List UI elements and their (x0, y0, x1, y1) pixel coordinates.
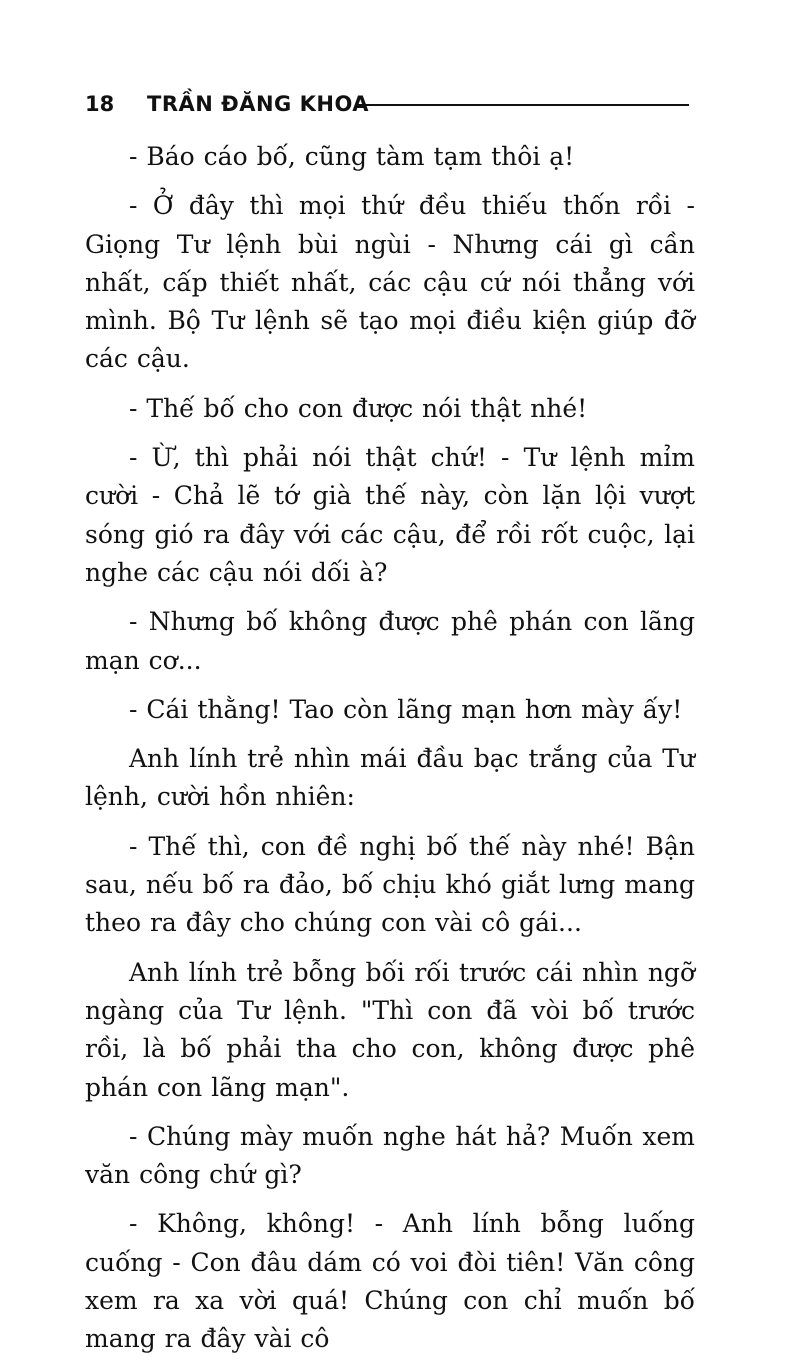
running-head-author: TRẦN ĐĂNG KHOA (147, 92, 369, 116)
paragraph: - Nhưng bố không được phê phán con lãng mạn cơ... (85, 607, 695, 675)
paragraph: - Chúng mày muốn nghe hát hả? Muốn xem văn công chứ gì? (85, 1121, 695, 1190)
paragraph: - Thế thì, con đề nghị bố thế này nhé! Bận sau, nếu bố ra đảo, bố chịu khó giắt lưng mang theo ra đây cho chúng con vài cô gái... (85, 831, 695, 938)
body-text (85, 138, 695, 1370)
paragraph: - Báo cáo bố, cũng tàm tạm thôi ạ! (129, 142, 575, 171)
paragraph: Anh lính trẻ bỗng bối rối trước cái nhìn ngỡ ngàng của Tư lệnh. "Thì con đã vòi bố trước rồi, là bố phải tha cho con, không được phê phán con lãng mạn". (85, 957, 695, 1102)
paragraph: - Ừ, thì phải nói thật chứ! - Tư lệnh mỉm cười - Chả lẽ tớ già thế này, còn lặn lội vượt sóng gió ra đây với các cậu, để rồi rốt cuộc, lại nghe các cậu nói dối à? (85, 443, 695, 587)
page-header (85, 90, 695, 122)
paragraph: - Không, không! - Anh lính bỗng luống cuống - Con đâu dám có voi đòi tiên! Văn công xem ra xa vời quá! Chúng con chỉ muốn bố mang ra đây vài cô (85, 1209, 695, 1354)
paragraph: Anh lính trẻ nhìn mái đầu bạc trắng của Tư lệnh, cười hồn nhiên: (85, 744, 695, 812)
paragraph: - Thế bố cho con được nói thật nhé! (129, 393, 588, 423)
header-rule (357, 104, 689, 106)
paragraph: - Ở đây thì mọi thứ đều thiếu thốn rồi - Giọng Tư lệnh bùi ngùi - Nhưng cái gì cần nhất, cấp thiết nhất, các cậu cứ nói thẳng với mình. Bộ Tư lệnh sẽ tạo mọi điều kiện giúp đỡ các cậu. (85, 191, 695, 374)
page-number: 18 (85, 92, 115, 116)
paragraph: - Cái thằng! Tao còn lãng mạn hơn mày ấy! (129, 694, 683, 724)
